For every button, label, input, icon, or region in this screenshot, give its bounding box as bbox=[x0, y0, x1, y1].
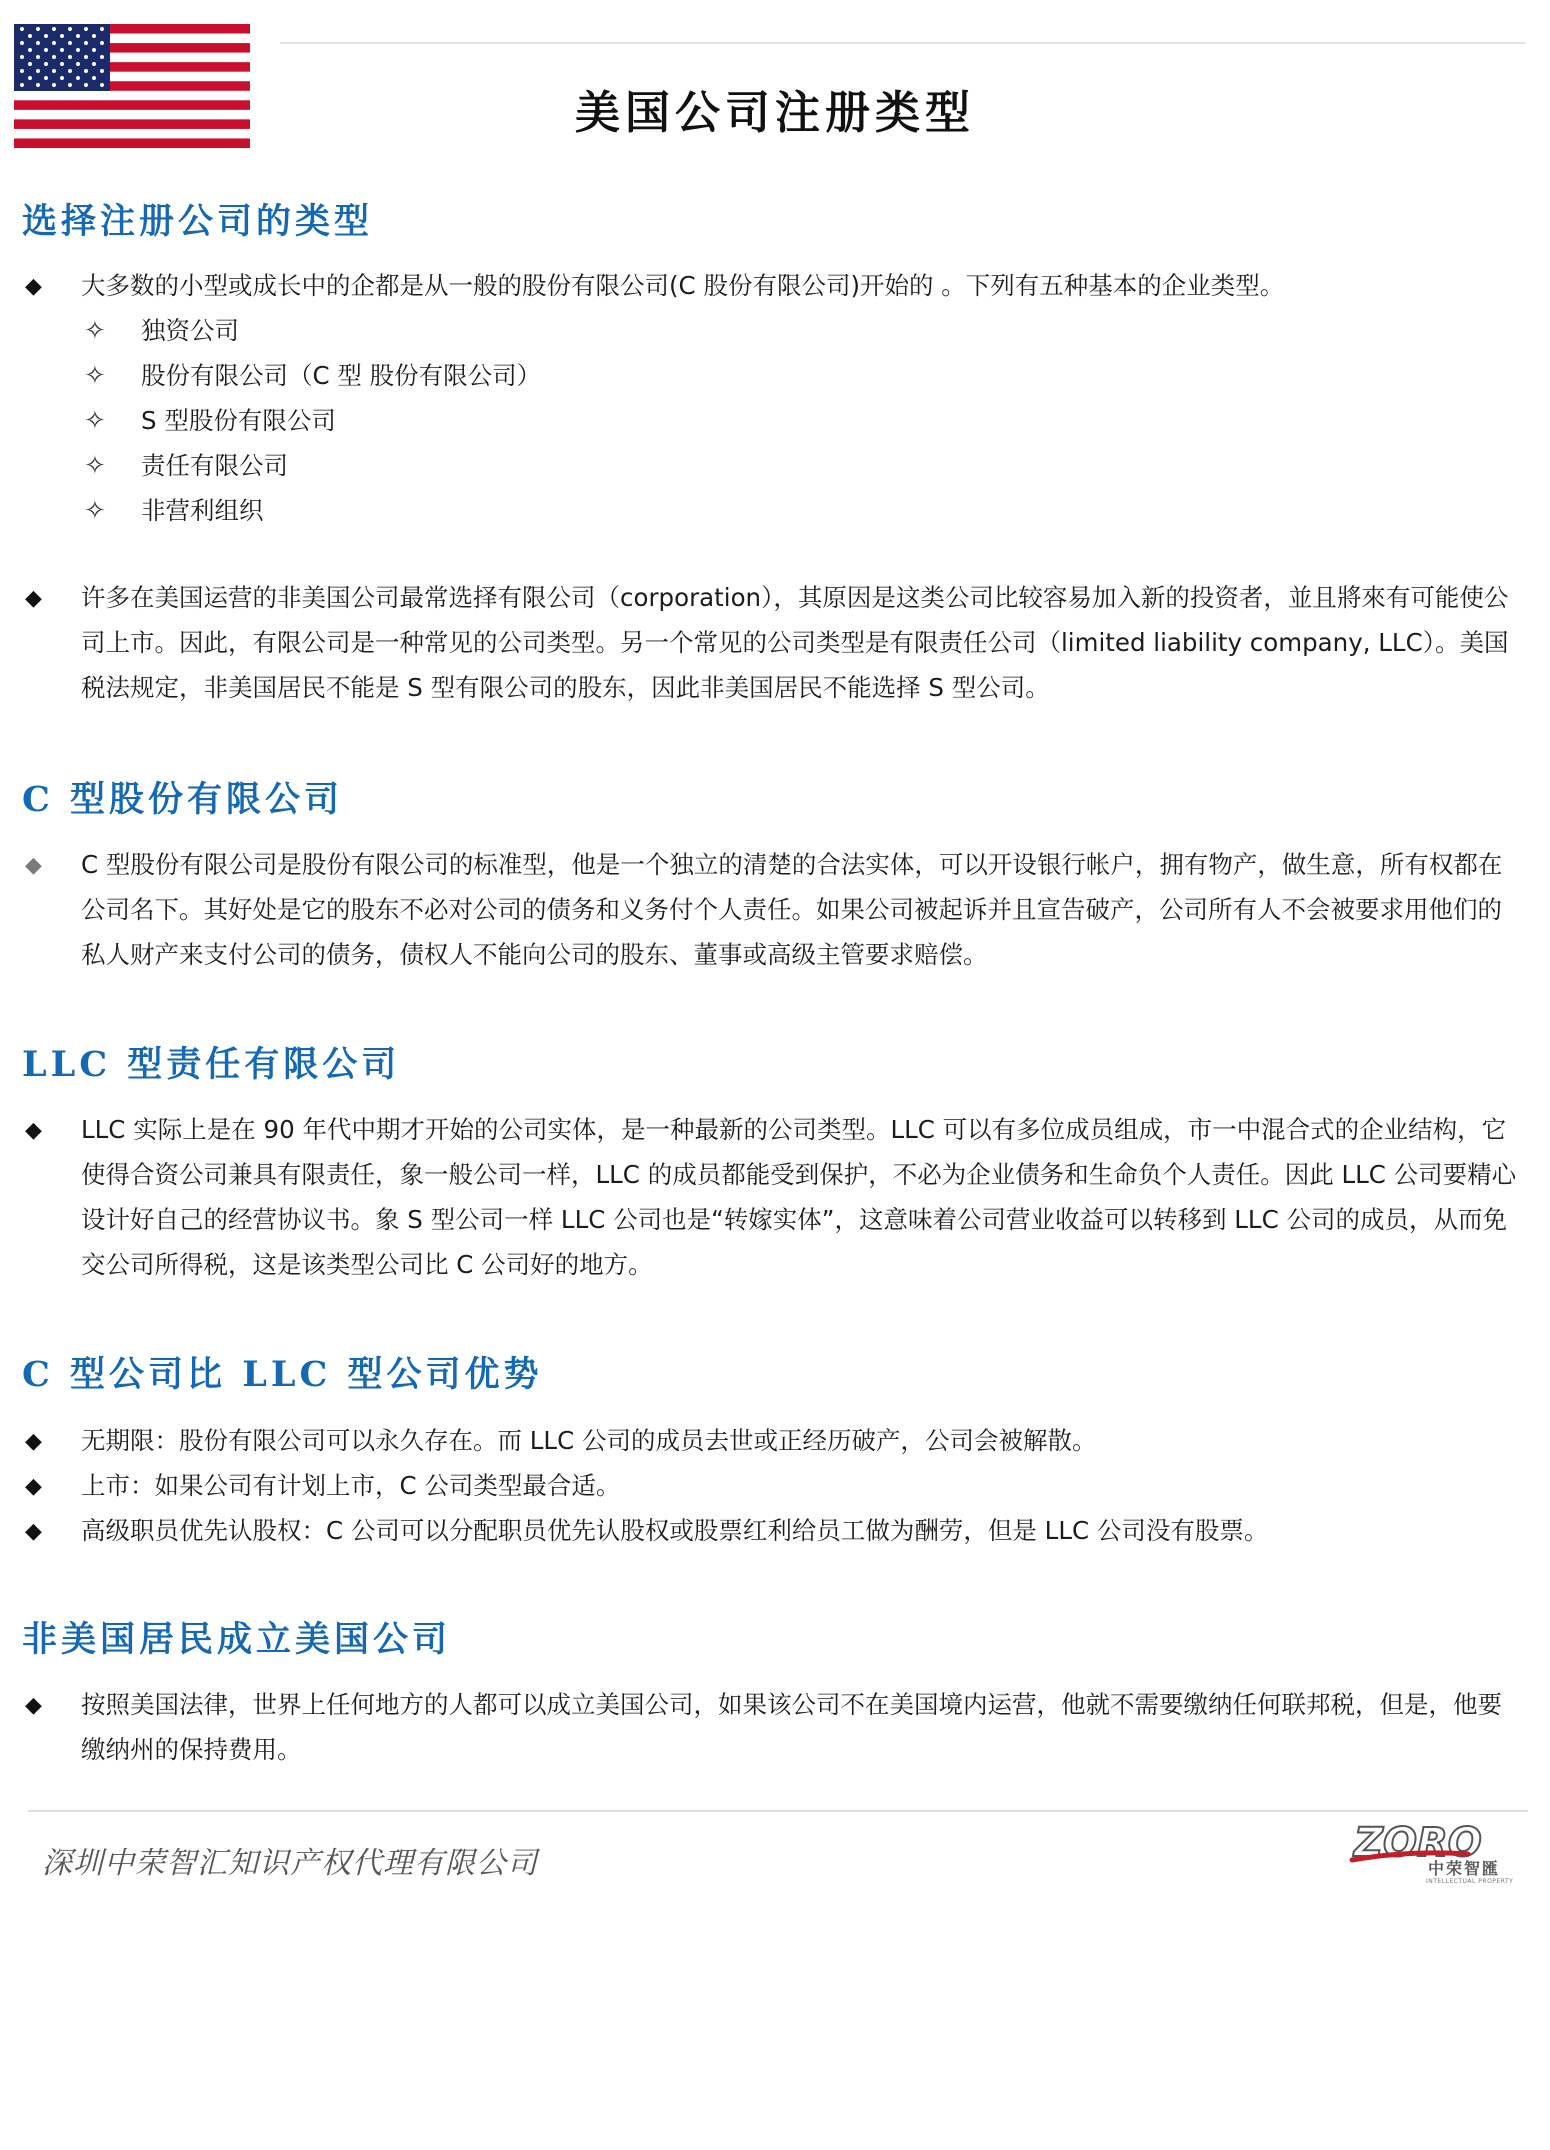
four-point-star-icon: ✧ bbox=[84, 406, 106, 436]
section-heading-c-vs-llc: C 型公司比 LLC 型公司优势 bbox=[22, 1354, 543, 1395]
section-heading-non-resident: 非美国居民成立美国公司 bbox=[22, 1619, 452, 1660]
section-heading-company-types: 选择注册公司的类型 bbox=[22, 201, 374, 242]
list-item-sole-proprietorship: 独资公司 bbox=[141, 316, 239, 345]
llc-paragraph: LLC 实际上是在 90 年代中期才开始的公司实体，是一种最新的公司类型。LLC 可以有多位成员组成，市一中混合式的企业结构，它使得合资公司兼具有限责任，象一般公司一样，LLC 的成员都能受到保护，不必为企业债务和生命负个人责任。因此 LLC 公司要精心设计好自己的经营协议书。象 S 型公司一样 LLC 公司也是“转嫁实体”，这意味着公司营业收益可以转移到 LLC 公司的成员，从而免交公司所得税，这是该类型公司比 C 公司好的地方。 bbox=[81, 1115, 1517, 1279]
diamond-bullet-icon: ◆ bbox=[25, 1118, 42, 1143]
diamond-bullet-icon: ◆ bbox=[25, 1519, 42, 1544]
diamond-bullet-icon: ◆ bbox=[25, 1474, 42, 1499]
four-point-star-icon: ✧ bbox=[84, 451, 106, 481]
page-title: 美国公司注册类型 bbox=[574, 86, 975, 139]
diamond-bullet-icon: ◆ bbox=[25, 1693, 42, 1718]
header-divider bbox=[280, 42, 1525, 44]
footer-divider bbox=[28, 1810, 1528, 1812]
list-item-nonprofit: 非营利组织 bbox=[141, 496, 264, 525]
section-heading-c-corp: C 型股份有限公司 bbox=[22, 779, 344, 820]
advantage-item-perpetual: 无期限：股份有限公司可以永久存在。而 LLC 公司的成员去世或正经历破产，公司会被解散。 bbox=[81, 1426, 1097, 1455]
logo-chinese-text: 中荣智匯 bbox=[1428, 1859, 1501, 1878]
diamond-bullet-icon: ◆ bbox=[25, 274, 42, 299]
corporation-paragraph: 许多在美国运营的非美国公司最常选择有限公司（corporation），其原因是这类公司比较容易加入新的投资者，並且將來有可能使公司上市。因此，有限公司是一种常见的公司类型。另一个常见的公司类型是有限责任公司（limited liability company, LLC）。美国税法规定，非美国居民不能是 S 型有限公司的股东，因此非美国居民不能选择 S 型公司。 bbox=[81, 583, 1509, 702]
diamond-bullet-icon: ◆ bbox=[25, 586, 42, 611]
four-point-star-icon: ✧ bbox=[84, 361, 106, 391]
list-item-c-corp: 股份有限公司（C 型 股份有限公司） bbox=[141, 361, 542, 390]
diamond-bullet-icon: ◆ bbox=[25, 1429, 42, 1454]
four-point-star-icon: ✧ bbox=[84, 496, 106, 526]
c-corp-paragraph: C 型股份有限公司是股份有限公司的标准型，他是一个独立的清楚的合法实体，可以开设银行帐户，拥有物产，做生意，所有权都在公司名下。其好处是它的股东不必对公司的债务和义务付个人责任。如果公司被起诉并且宣告破产，公司所有人不会被要求用他们的私人财产来支付公司的债务，债权人不能向公司的股东、董事或高级主管要求赔偿。 bbox=[81, 850, 1503, 969]
four-point-star-icon: ✧ bbox=[84, 316, 106, 346]
section-heading-llc: LLC 型责任有限公司 bbox=[22, 1044, 401, 1085]
advantage-item-stock-options: 高级职员优先认股权：C 公司可以分配职员优先认股权或股票红利给员工做为酬劳，但是 LLC 公司没有股票。 bbox=[81, 1516, 1269, 1545]
logo-subtitle: INTELLECTUAL PROPERTY bbox=[1426, 1878, 1514, 1885]
list-item-llc: 责任有限公司 bbox=[141, 451, 288, 480]
diamond-bullet-icon: ◆ bbox=[25, 853, 42, 878]
non-resident-paragraph: 按照美国法律，世界上任何地方的人都可以成立美国公司，如果该公司不在美国境内运营，他就不需要缴纳任何联邦税，但是，他要缴纳州的保持费用。 bbox=[81, 1690, 1502, 1764]
list-item-s-corp: S 型股份有限公司 bbox=[141, 406, 336, 435]
logo-wordmark: ZORO bbox=[1354, 1820, 1482, 1866]
footer-company-name: 深圳中荣智汇知识产权代理有限公司 bbox=[42, 1846, 538, 1881]
intro-paragraph: 大多数的小型或成长中的企都是从一般的股份有限公司(C 股份有限公司)开始的 。下列有五种基本的企业类型。 bbox=[81, 271, 1285, 300]
advantage-item-listing: 上市：如果公司有计划上市，C 公司类型最合适。 bbox=[81, 1471, 621, 1500]
